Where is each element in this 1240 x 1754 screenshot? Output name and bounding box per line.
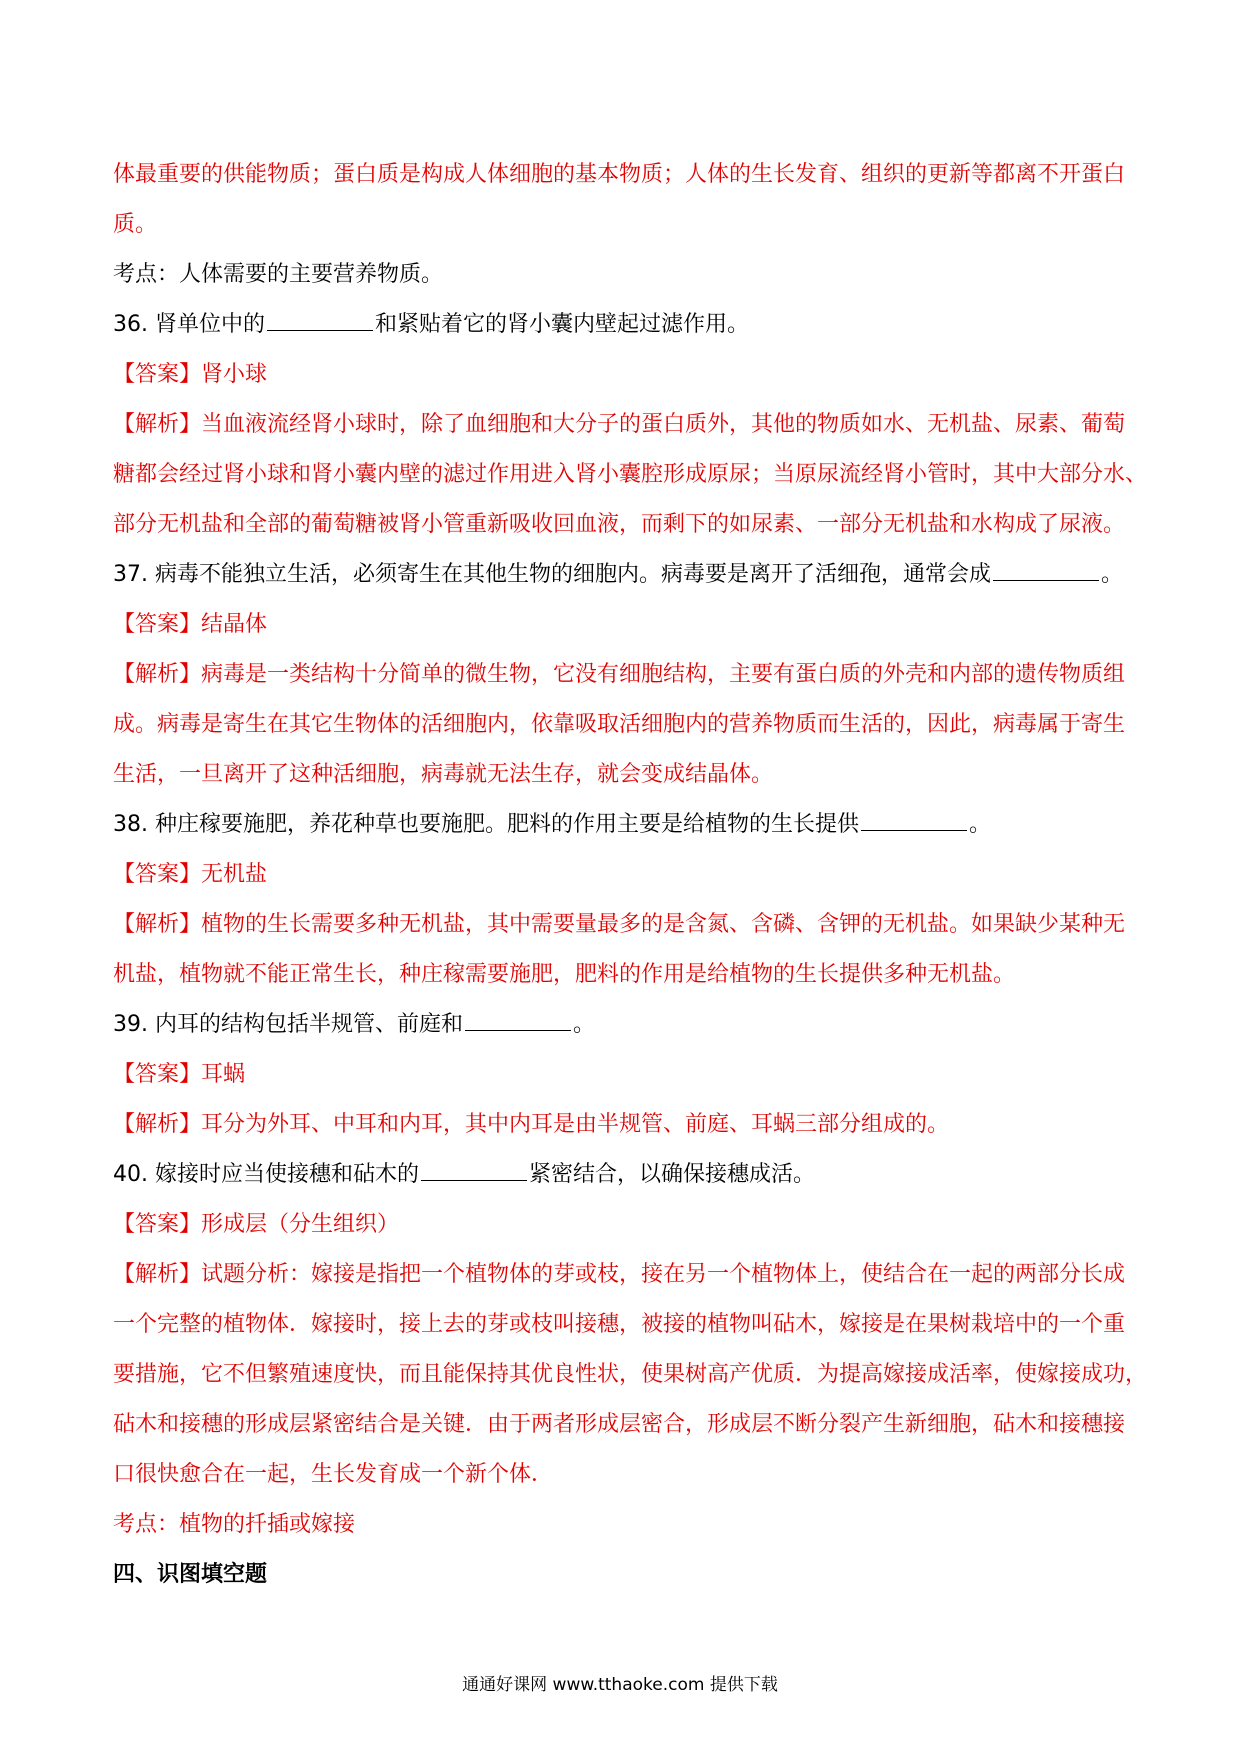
analysis-line: 砧木和接穗的形成层紧密结合是关键．由于两者形成层密合，形成层不断分裂产生新细胞，砧木和接穗接 — [113, 1412, 1126, 1437]
answer-line: 【答案】形成层（分生组织） — [113, 1212, 400, 1237]
kaodian-line: 考点：植物的扦插或嫁接 — [113, 1512, 356, 1537]
analysis-line: 【解析】植物的生长需要多种无机盐，其中需要量最多的是含氮、含磷、含钾的无机盐。如果缺少某种无 — [113, 912, 1126, 937]
question-text: 。 — [968, 812, 991, 837]
question-text: 。 — [572, 1012, 595, 1037]
analysis-line: 机盐，植物就不能正常生长，种庄稼需要施肥，肥料的作用是给植物的生长提供多种无机盐。 — [113, 962, 1016, 987]
answer-line: 【答案】结晶体 — [113, 612, 268, 637]
question-text: 39. 内耳的结构包括半规管、前庭和 — [113, 1012, 463, 1037]
answer-blank — [421, 1160, 527, 1181]
analysis-line: 质。 — [113, 212, 158, 237]
analysis-line: 【解析】试题分析：嫁接是指把一个植物体的芽或枝，接在另一个植物体上，使结合在一起的两部分长成 — [113, 1262, 1126, 1287]
answer-line: 【答案】无机盐 — [113, 862, 268, 887]
analysis-line: 体最重要的供能物质；蛋白质是构成人体细胞的基本物质；人体的生长发育、组织的更新等都离不开蛋白 — [113, 162, 1126, 187]
analysis-line: 成。病毒是寄生在其它生物体的活细胞内，依靠吸取活细胞内的营养物质而生活的，因此，病毒属于寄生 — [113, 712, 1126, 737]
question-37 — [113, 550, 1133, 600]
question-text: 36. 肾单位中的 — [113, 312, 265, 337]
answer-blank — [267, 310, 373, 331]
answer-blank — [861, 810, 967, 831]
section-heading: 四、识图填空题 — [113, 1562, 268, 1587]
analysis-line: 生活，一旦离开了这种活细胞，病毒就无法生存，就会变成结晶体。 — [113, 762, 774, 787]
question-text: 紧密结合，以确保接穗成活。 — [528, 1162, 815, 1187]
analysis-line: 【解析】病毒是一类结构十分简单的微生物，它没有细胞结构，主要有蛋白质的外壳和内部的遗传物质组 — [113, 662, 1126, 687]
answer-blank — [993, 560, 1099, 581]
answer-line: 【答案】肾小球 — [113, 362, 268, 387]
question-39 — [113, 1000, 1133, 1050]
question-text: 40. 嫁接时应当使接穗和砧木的 — [113, 1162, 419, 1187]
kaodian-line: 考点：人体需要的主要营养物质。 — [113, 262, 444, 287]
document-body — [113, 150, 1148, 1600]
question-text: 。 — [1100, 562, 1123, 587]
analysis-line: 糖都会经过肾小球和肾小囊内壁的滤过作用进入肾小囊腔形成原尿；当原尿流经肾小管时，其中大部分水、 — [113, 462, 1148, 487]
analysis-line: 一个完整的植物体．嫁接时，接上去的芽或枝叫接穗，被接的植物叫砧木，嫁接是在果树栽培中的一个重 — [113, 1312, 1126, 1337]
answer-blank — [465, 1010, 571, 1031]
analysis-line: 【解析】耳分为外耳、中耳和内耳，其中内耳是由半规管、前庭、耳蜗三部分组成的。 — [113, 1112, 950, 1137]
question-text: 38. 种庄稼要施肥，养花种草也要施肥。肥料的作用主要是给植物的生长提供 — [113, 812, 859, 837]
question-38 — [113, 800, 1133, 850]
question-text: 37. 病毒不能独立生活，必须寄生在其他生物的细胞内。病毒要是离开了活细孢，通常会成 — [113, 562, 991, 587]
question-text: 和紧贴着它的肾小囊内壁起过滤作用。 — [374, 312, 749, 337]
analysis-line: 部分无机盐和全部的葡萄糖被肾小管重新吸收回血液，而剩下的如尿素、一部分无机盐和水构成了尿液。 — [113, 512, 1126, 537]
analysis-line: 【解析】当血液流经肾小球时，除了血细胞和大分子的蛋白质外，其他的物质如水、无机盐、尿素、葡萄 — [113, 412, 1126, 437]
analysis-line: 要措施，它不但繁殖速度快，而且能保持其优良性状，使果树高产优质．为提高嫁接成活率，使嫁接成功， — [113, 1362, 1148, 1387]
analysis-line: 口很快愈合在一起，生长发育成一个新个体． — [113, 1462, 554, 1487]
question-36 — [113, 300, 1133, 350]
page-footer: 通通好课网 www.tthaoke.com 提供下载 — [462, 1675, 778, 1695]
answer-line: 【答案】耳蜗 — [113, 1062, 246, 1087]
question-40 — [113, 1150, 1133, 1200]
